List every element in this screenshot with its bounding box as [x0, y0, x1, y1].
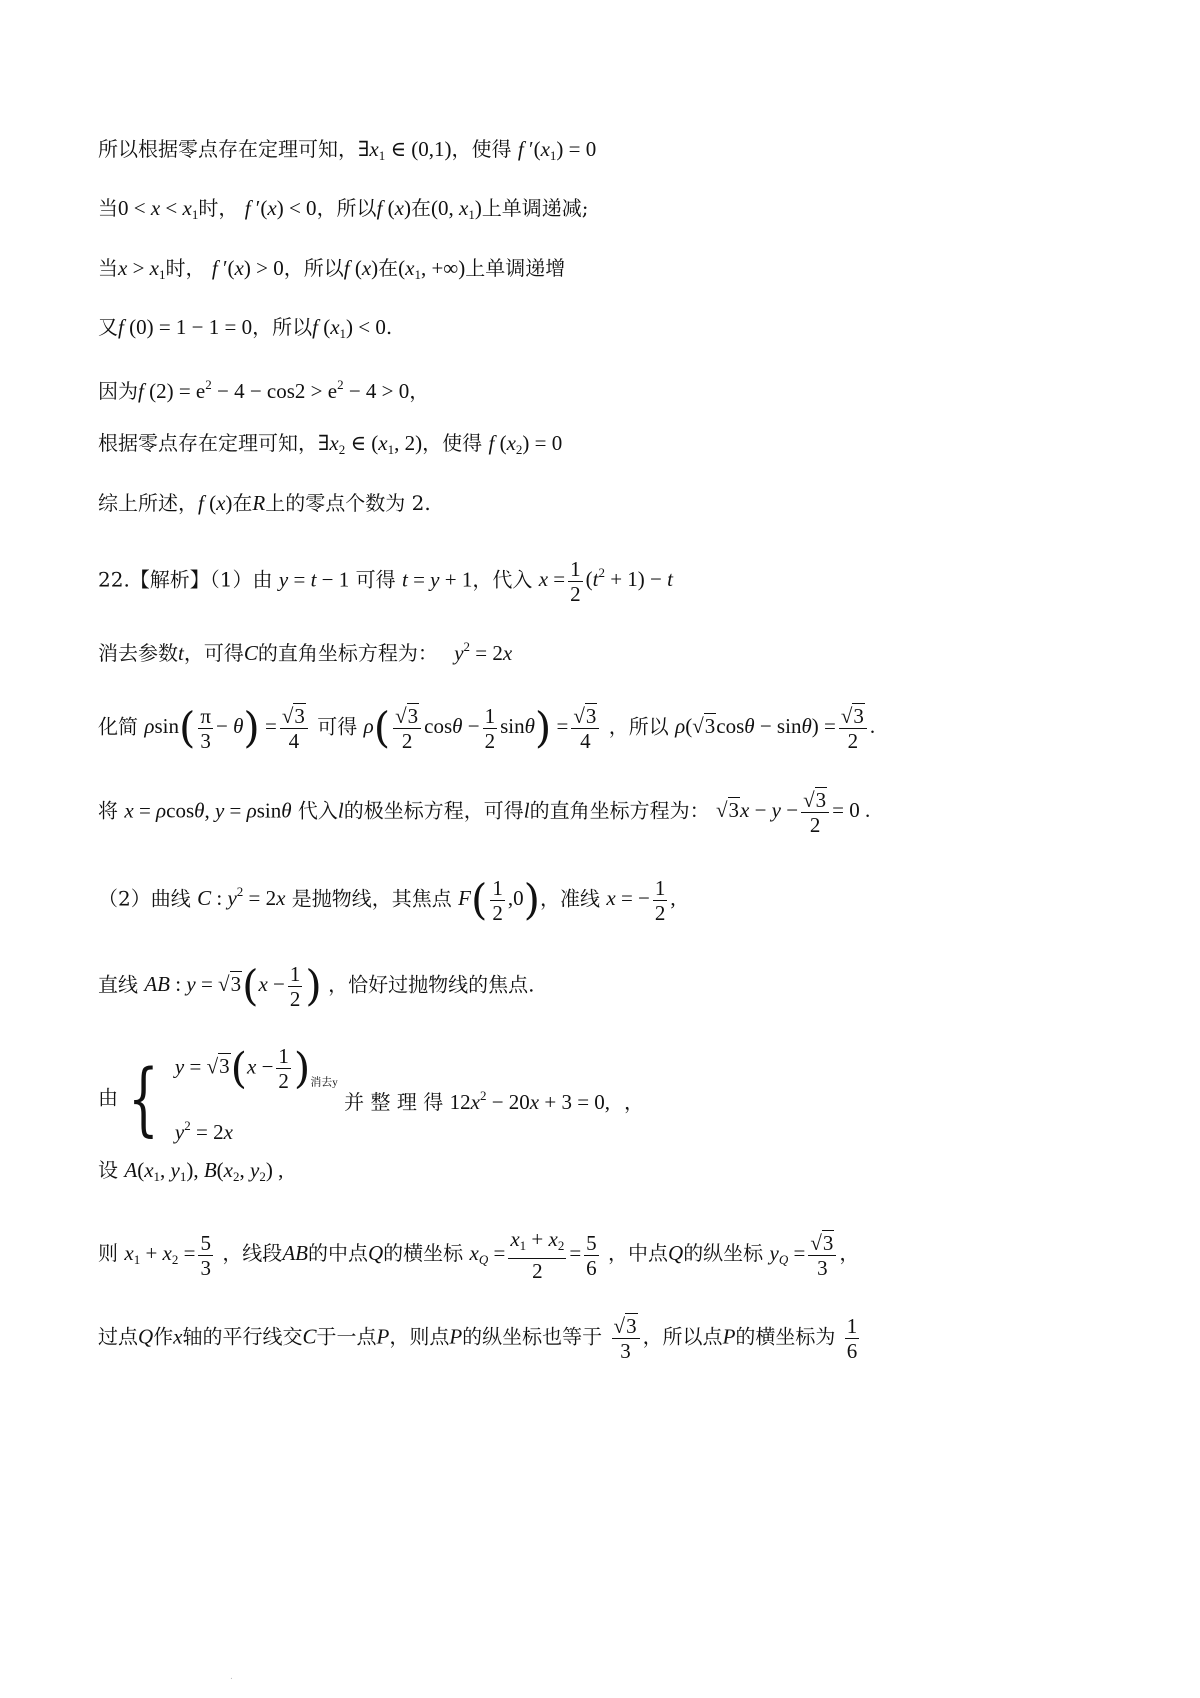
text-line-2: 当$0 < x < x_1$时， f ′(x) < 0，所以f (x)在(0, $x_1$)上单调递减; — [98, 196, 589, 222]
text-line-13: 直线 AB : y = √3(x − $\frac{1}{2}$ ) ，恰好过抛物线的焦点. — [98, 961, 535, 1011]
text-line-14: 由 { y = √3(x − $\frac{1}{2}$ )$_{消去y}$ $y^2 = 2x$ 并 整 理 得 $12x^2 - 20x + 3 = 0$, ， — [98, 1044, 644, 1154]
text-line-15: 设 $A(x_1$, $y_1$), $B(x_2$, $y_2$) , — [98, 1158, 284, 1184]
text-line-7: 综上所述，f (x)在R上的零点个数为 2. — [98, 491, 431, 515]
text-line-8: 22.【解析】（1）由 y = t − 1 可得 t = y + 1，代入 x = $\frac{1}{2}$ $(t^2 + 1) - t$ — [98, 557, 673, 606]
text-line-11: 将 x = ρcosθ, y = ρsinθ 代入l的极坐标方程，可得l的直角坐标方程为： √3x − y − $\frac{√3}{2}$ = 0 . — [98, 788, 871, 837]
text-line-10: 化简 ρsin( $\frac{\pi}{3}$ − θ) = $\frac{√3}{4}$ 可得 ρ( $\frac{√3}{2}$ cosθ − $\frac{1}{2}$ sinθ) = $\frac{√3}{4}$ ，所以 ρ(√3cosθ − sinθ) = $\frac{√3}{2}$ . — [98, 703, 876, 753]
text-line-3: 当$x > x_1$时， f ′(x) > 0，所以f (x)在($x_1$, +∞)上单调递增 — [98, 256, 566, 282]
footer-mark: . — [230, 1672, 233, 1682]
equation-system: y = √3(x − $\frac{1}{2}$ )$_{消去y}$ $y^2 = 2x$ — [174, 1043, 338, 1145]
text-line-1: 所以根据零点存在定理可知，$\exists x_1$ ∈ (0,1)，使得 f $'(x_1) = 0$ — [98, 137, 597, 163]
text-line-9: 消去参数t，可得C的直角坐标方程为： $y^2 = 2x$ — [98, 639, 513, 665]
text-line-4: 又f (0) = 1 − 1 = 0，所以f $(x_1) < 0$. — [98, 315, 393, 341]
text-line-17: 过点Q作x轴的平行线交C于一点P，则点P的纵坐标也等于 $\frac{√3}{3}$ ，所以点P的横坐标为 $\frac{1}{6}$ — [98, 1314, 858, 1363]
text-line-16: 则 $x_1 + x_2$ = $\frac{5}{3}$ ，线段AB的中点Q的横坐标 $x_Q$ = $\frac{x_1 + x_2}{2}$ = $\frac{5}{6}$ ，中点Q的纵坐标 $y_Q$ = $\frac{√3}{3}$ ， — [98, 1227, 860, 1283]
text-line-5: 因为f $(2) = e^2 - 4 - \cos 2 > e^2 - 4 > 0$， — [98, 377, 430, 403]
text-line-6: 根据零点存在定理可知，$\exists x_2$ ∈ ($x_1$, 2)，使得 f $(x_2) = 0$ — [98, 431, 563, 457]
text-line-12: （2）曲线 C : $y^2 = 2x$ 是抛物线，其焦点 F( $\frac{1}{2}$ ,0)，准线 x = − $\frac{1}{2}$ , — [98, 875, 676, 925]
